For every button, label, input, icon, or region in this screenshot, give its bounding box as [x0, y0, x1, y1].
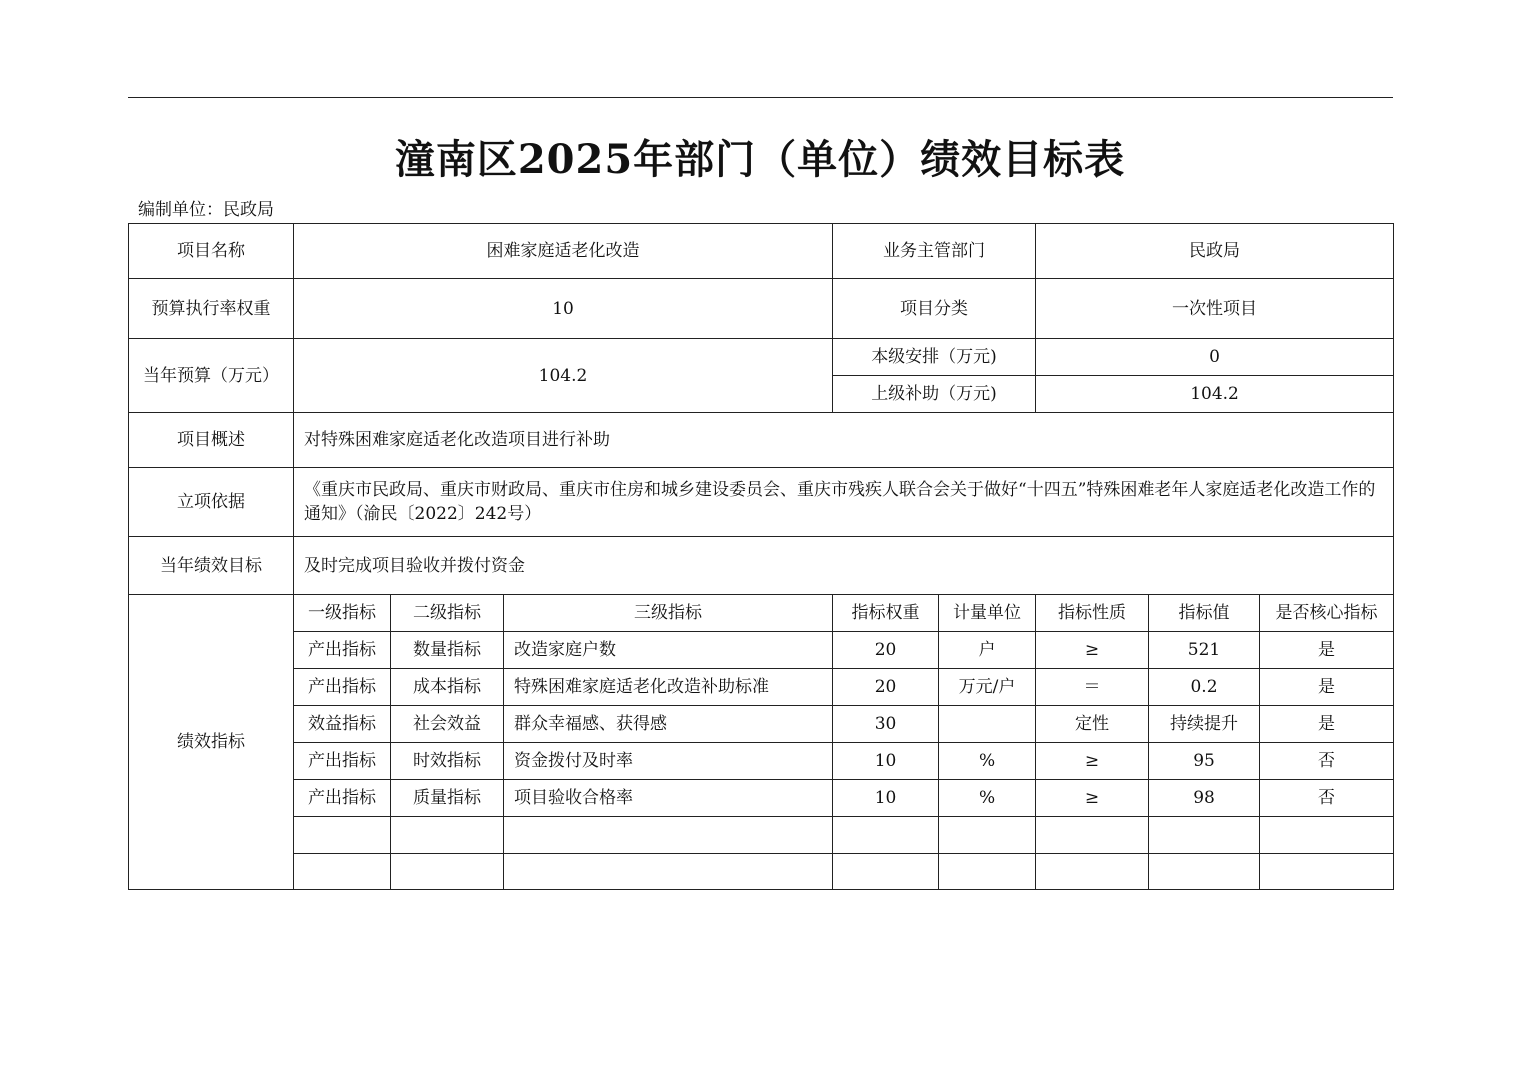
cell-unit: 万元/户: [939, 669, 1036, 706]
row-budget-weight: [129, 279, 1394, 339]
category-value: 一次性项目: [1036, 279, 1394, 339]
cell-core: [1260, 817, 1394, 854]
cell-core: 否: [1260, 780, 1394, 817]
table-row: [129, 669, 1394, 706]
cell-value: 98: [1149, 780, 1260, 817]
cell-unit: 户: [939, 632, 1036, 669]
cell-level3: [504, 817, 833, 854]
cell-level2: 成本指标: [391, 669, 504, 706]
table-row: [129, 743, 1394, 780]
cell-unit: %: [939, 780, 1036, 817]
cell-level1: 产出指标: [294, 743, 391, 780]
cell-level2: 时效指标: [391, 743, 504, 780]
cell-level3: 特殊困难家庭适老化改造补助标准: [504, 669, 833, 706]
cell-core: 是: [1260, 706, 1394, 743]
table-row: [129, 706, 1394, 743]
header-core: 是否核心指标: [1260, 595, 1394, 632]
cell-core: 否: [1260, 743, 1394, 780]
cell-nature: ≥: [1036, 743, 1149, 780]
row-budget-local: [129, 339, 1394, 376]
weight-value: 10: [294, 279, 833, 339]
local-value: 0: [1036, 339, 1394, 376]
cell-unit: %: [939, 743, 1036, 780]
row-basis: [129, 468, 1394, 537]
header-level3: 三级指标: [504, 595, 833, 632]
header-nature: 指标性质: [1036, 595, 1149, 632]
cell-unit: [939, 706, 1036, 743]
cell-value: 521: [1149, 632, 1260, 669]
cell-level3: 项目验收合格率: [504, 780, 833, 817]
cell-unit: [939, 854, 1036, 890]
cell-level3: 群众幸福感、获得感: [504, 706, 833, 743]
cell-value: [1149, 817, 1260, 854]
upper-label: 上级补助（万元): [833, 376, 1036, 413]
table-row-empty: [129, 817, 1394, 854]
basis-value: 《重庆市民政局、重庆市财政局、重庆市住房和城乡建设委员会、重庆市残疾人联合会关于做好“十四五”特殊困难老年人家庭适老化改造工作的通知》（渝民〔2022〕242号）: [294, 468, 1394, 537]
cell-nature: [1036, 817, 1149, 854]
performance-target-table: [128, 223, 1394, 890]
upper-value: 104.2: [1036, 376, 1394, 413]
cell-level2: [391, 817, 504, 854]
cell-nature: [1036, 854, 1149, 890]
cell-level1: 产出指标: [294, 632, 391, 669]
cell-value: 95: [1149, 743, 1260, 780]
table-row-empty: [129, 854, 1394, 890]
cell-weight: [833, 817, 939, 854]
cell-level1: 产出指标: [294, 780, 391, 817]
table-row: [129, 780, 1394, 817]
cell-weight: [833, 854, 939, 890]
project-name-label: 项目名称: [129, 224, 294, 279]
cell-level1: 产出指标: [294, 669, 391, 706]
cell-nature: ≥: [1036, 632, 1149, 669]
cell-nature: ＝: [1036, 669, 1149, 706]
cell-level2: 质量指标: [391, 780, 504, 817]
cell-level1: [294, 817, 391, 854]
header-level2: 二级指标: [391, 595, 504, 632]
cell-value: 持续提升: [1149, 706, 1260, 743]
cell-weight: 20: [833, 632, 939, 669]
cell-level2: 社会效益: [391, 706, 504, 743]
budget-value: 104.2: [294, 339, 833, 413]
cell-weight: 30: [833, 706, 939, 743]
row-project-name: [129, 224, 1394, 279]
dept-value: 民政局: [1036, 224, 1394, 279]
indicator-header-row: [129, 595, 1394, 632]
page-title: 潼南区2025年部门（单位）绩效目标表: [394, 136, 1126, 183]
header-level1: 一级指标: [294, 595, 391, 632]
header-unit: 计量单位: [939, 595, 1036, 632]
goal-value: 及时完成项目验收并拨付资金: [294, 537, 1394, 595]
goal-label: 当年绩效目标: [129, 537, 294, 595]
cell-nature: 定性: [1036, 706, 1149, 743]
cell-core: [1260, 854, 1394, 890]
cell-level3: 改造家庭户数: [504, 632, 833, 669]
overview-label: 项目概述: [129, 413, 294, 468]
local-label: 本级安排（万元): [833, 339, 1036, 376]
row-overview: [129, 413, 1394, 468]
cell-value: [1149, 854, 1260, 890]
cell-value: 0.2: [1149, 669, 1260, 706]
cell-level1: [294, 854, 391, 890]
indicators-section-label: 绩效指标: [129, 595, 294, 890]
cell-core: 是: [1260, 632, 1394, 669]
cell-level2: 数量指标: [391, 632, 504, 669]
cell-weight: 20: [833, 669, 939, 706]
cell-nature: ≥: [1036, 780, 1149, 817]
row-goal: [129, 537, 1394, 595]
cell-level2: [391, 854, 504, 890]
basis-label: 立项依据: [129, 468, 294, 537]
compiling-unit: 编制单位：民政局: [138, 200, 274, 220]
cell-level3: [504, 854, 833, 890]
header-weight: 指标权重: [833, 595, 939, 632]
cell-weight: 10: [833, 780, 939, 817]
cell-level3: 资金拨付及时率: [504, 743, 833, 780]
budget-label: 当年预算（万元）: [129, 339, 294, 413]
top-rule: [128, 97, 1393, 98]
overview-value: 对特殊困难家庭适老化改造项目进行补助: [294, 413, 1394, 468]
dept-label: 业务主管部门: [833, 224, 1036, 279]
project-name-value: 困难家庭适老化改造: [294, 224, 833, 279]
weight-label: 预算执行率权重: [129, 279, 294, 339]
cell-weight: 10: [833, 743, 939, 780]
table-row: [129, 632, 1394, 669]
category-label: 项目分类: [833, 279, 1036, 339]
header-value: 指标值: [1149, 595, 1260, 632]
cell-core: 是: [1260, 669, 1394, 706]
cell-level1: 效益指标: [294, 706, 391, 743]
cell-unit: [939, 817, 1036, 854]
